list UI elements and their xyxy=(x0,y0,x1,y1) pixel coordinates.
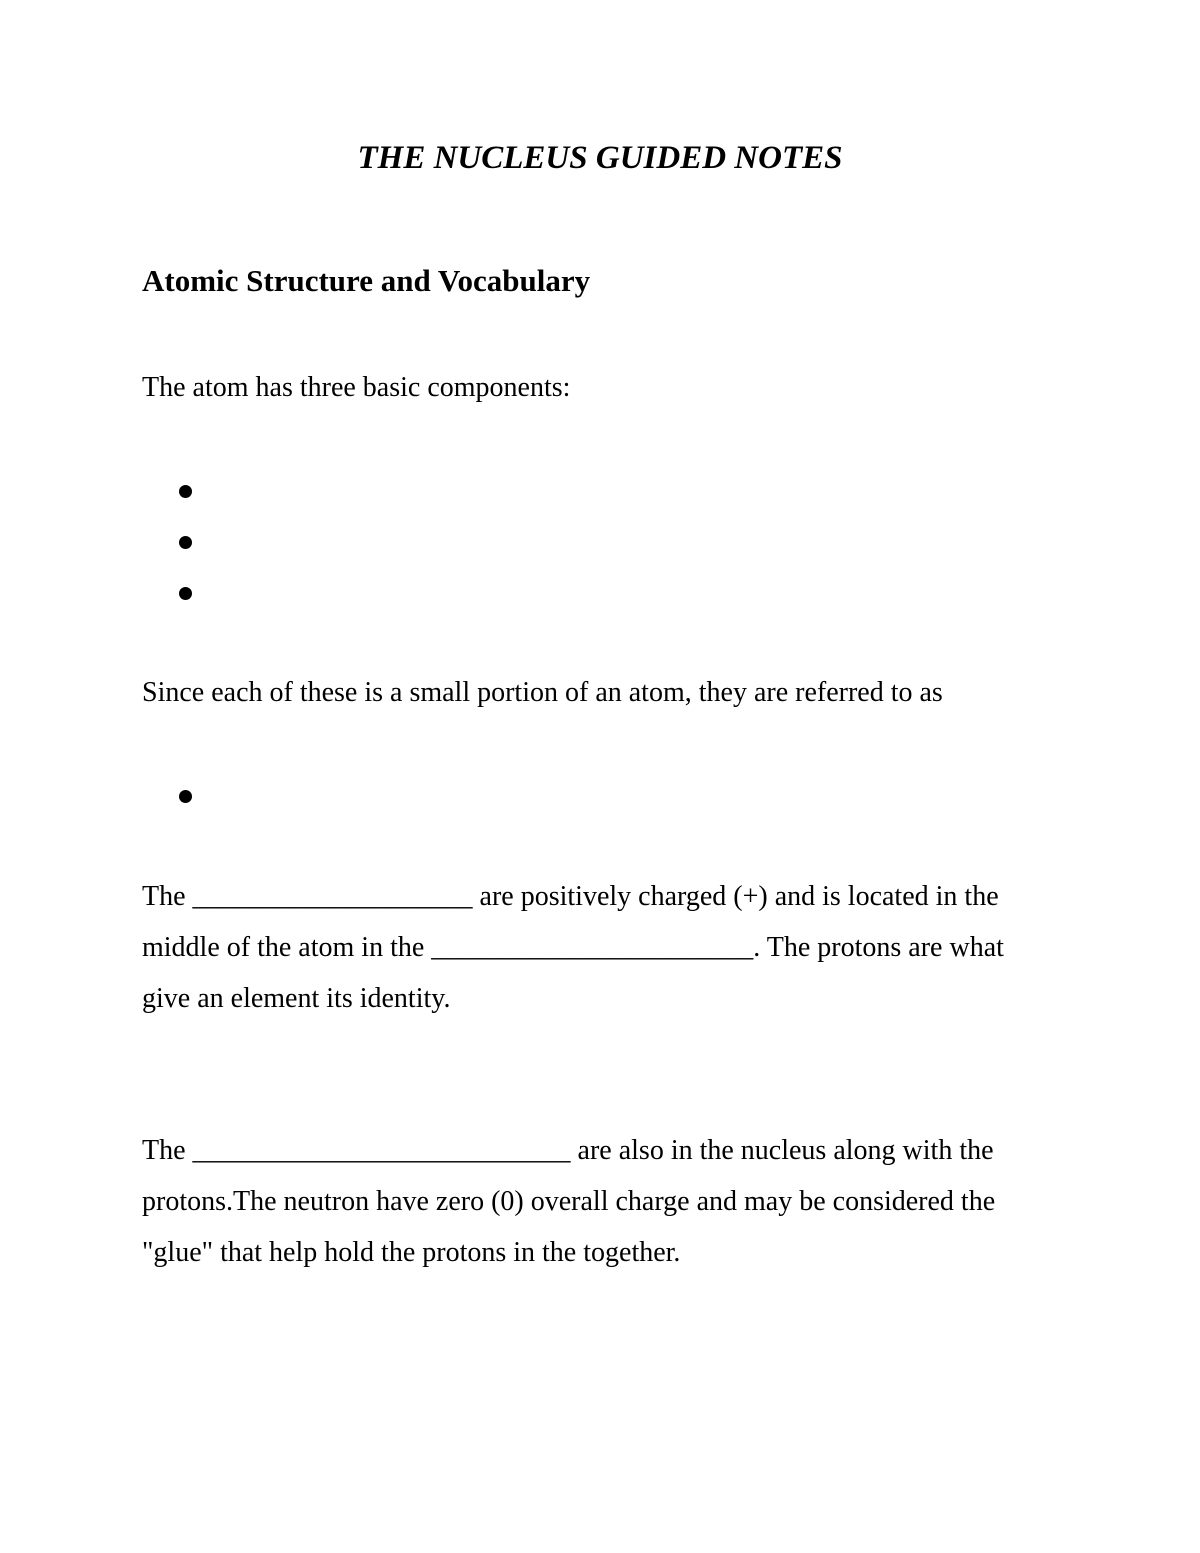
paragraph-line: protons.The neutron have zero (0) overall charge and may be considered the xyxy=(142,1186,996,1217)
bullet-point xyxy=(179,485,192,498)
neutrons-paragraph xyxy=(142,1125,1062,1278)
protons-paragraph xyxy=(142,871,1062,1024)
paragraph-line: The ____________________ are positively charged (+) and is located in the xyxy=(142,881,999,912)
paragraph-line: The ___________________________ are also in the nucleus along with the xyxy=(142,1135,994,1166)
components-intro: The atom has three basic components: xyxy=(142,372,571,403)
paragraph-line: give an element its identity. xyxy=(142,983,451,1014)
section-heading: Atomic Structure and Vocabulary xyxy=(142,263,591,298)
paragraph-line: middle of the atom in the _______________________. The protons are what xyxy=(142,932,1004,963)
paragraph-line: "glue" that help hold the protons in the together. xyxy=(142,1237,681,1268)
page-title: THE NUCLEUS GUIDED NOTES xyxy=(357,140,843,176)
subatomic-intro: Since each of these is a small portion of an atom, they are referred to as xyxy=(142,677,943,708)
bullet-point xyxy=(179,536,192,549)
bullet-point xyxy=(179,790,192,803)
bullet-point xyxy=(179,587,192,600)
